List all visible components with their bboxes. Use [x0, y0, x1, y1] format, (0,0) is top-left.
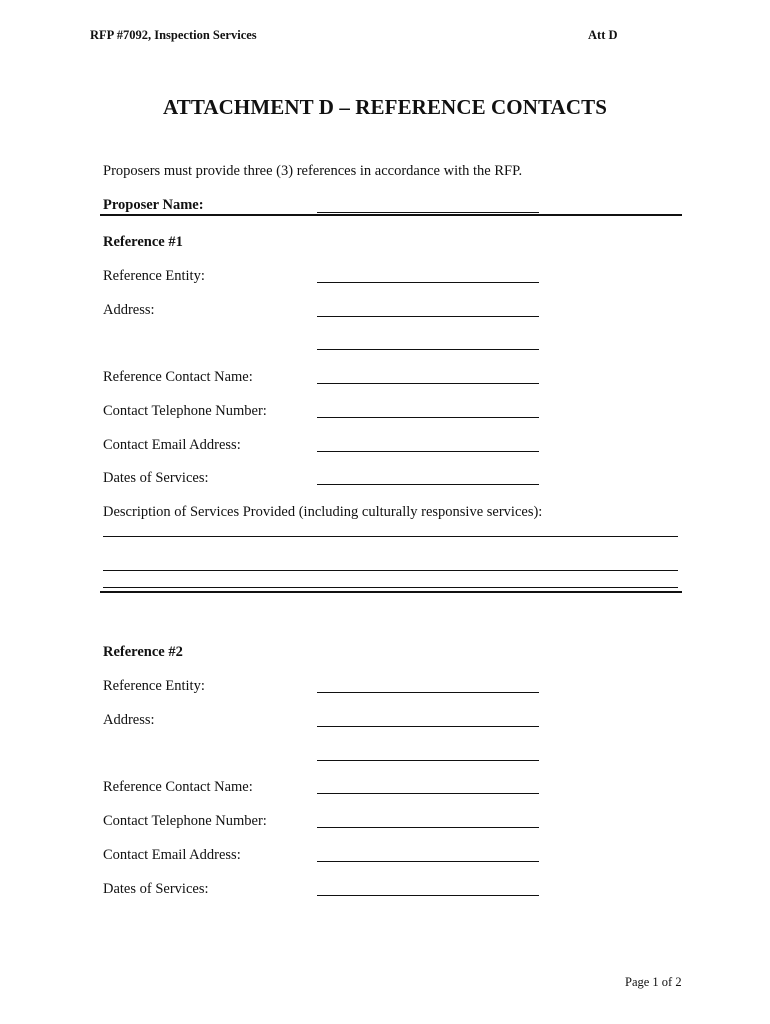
proposer-name-field[interactable] [317, 212, 539, 213]
ref1-dates-label: Dates of Services: [103, 470, 209, 486]
ref2-contact-name-field[interactable] [317, 793, 539, 794]
ref1-telephone-label: Contact Telephone Number: [103, 403, 267, 419]
section-divider [100, 591, 682, 593]
ref1-entity-field[interactable] [317, 282, 539, 283]
ref2-address-field-line1[interactable] [317, 726, 539, 727]
ref1-email-label: Contact Email Address: [103, 437, 241, 453]
ref1-email-field[interactable] [317, 451, 539, 452]
ref1-contact-name-field[interactable] [317, 383, 539, 384]
ref1-contact-name-label: Reference Contact Name: [103, 369, 253, 385]
ref2-entity-label: Reference Entity: [103, 678, 205, 694]
ref2-email-label: Contact Email Address: [103, 847, 241, 863]
reference-2-heading: Reference #2 [103, 644, 183, 660]
ref1-description-line3[interactable] [103, 587, 678, 588]
ref2-address-field-line2[interactable] [317, 760, 539, 761]
section-divider [100, 214, 682, 216]
ref2-email-field[interactable] [317, 861, 539, 862]
ref2-telephone-field[interactable] [317, 827, 539, 828]
proposer-name-label: Proposer Name: [103, 197, 204, 213]
ref1-description-line2[interactable] [103, 570, 678, 571]
ref2-dates-label: Dates of Services: [103, 881, 209, 897]
ref2-entity-field[interactable] [317, 692, 539, 693]
ref2-dates-field[interactable] [317, 895, 539, 896]
ref1-telephone-field[interactable] [317, 417, 539, 418]
ref1-address-field-line1[interactable] [317, 316, 539, 317]
ref2-contact-name-label: Reference Contact Name: [103, 779, 253, 795]
ref2-telephone-label: Contact Telephone Number: [103, 813, 267, 829]
header-rfp-title: RFP #7092, Inspection Services [90, 28, 257, 42]
page-number: Page 1 of 2 [625, 975, 682, 989]
ref1-address-label: Address: [103, 302, 155, 318]
ref1-address-field-line2[interactable] [317, 349, 539, 350]
intro-text: Proposers must provide three (3) references in accordance with the RFP. [103, 163, 523, 179]
ref2-address-label: Address: [103, 712, 155, 728]
reference-1-heading: Reference #1 [103, 234, 183, 250]
ref1-description-line1[interactable] [103, 536, 678, 537]
ref1-entity-label: Reference Entity: [103, 268, 205, 284]
ref1-description-label: Description of Services Provided (including culturally responsive services): [103, 504, 543, 520]
header-attachment-id: Att D [588, 28, 618, 42]
page-title: ATTACHMENT D – REFERENCE CONTACTS [163, 95, 607, 119]
ref1-dates-field[interactable] [317, 484, 539, 485]
